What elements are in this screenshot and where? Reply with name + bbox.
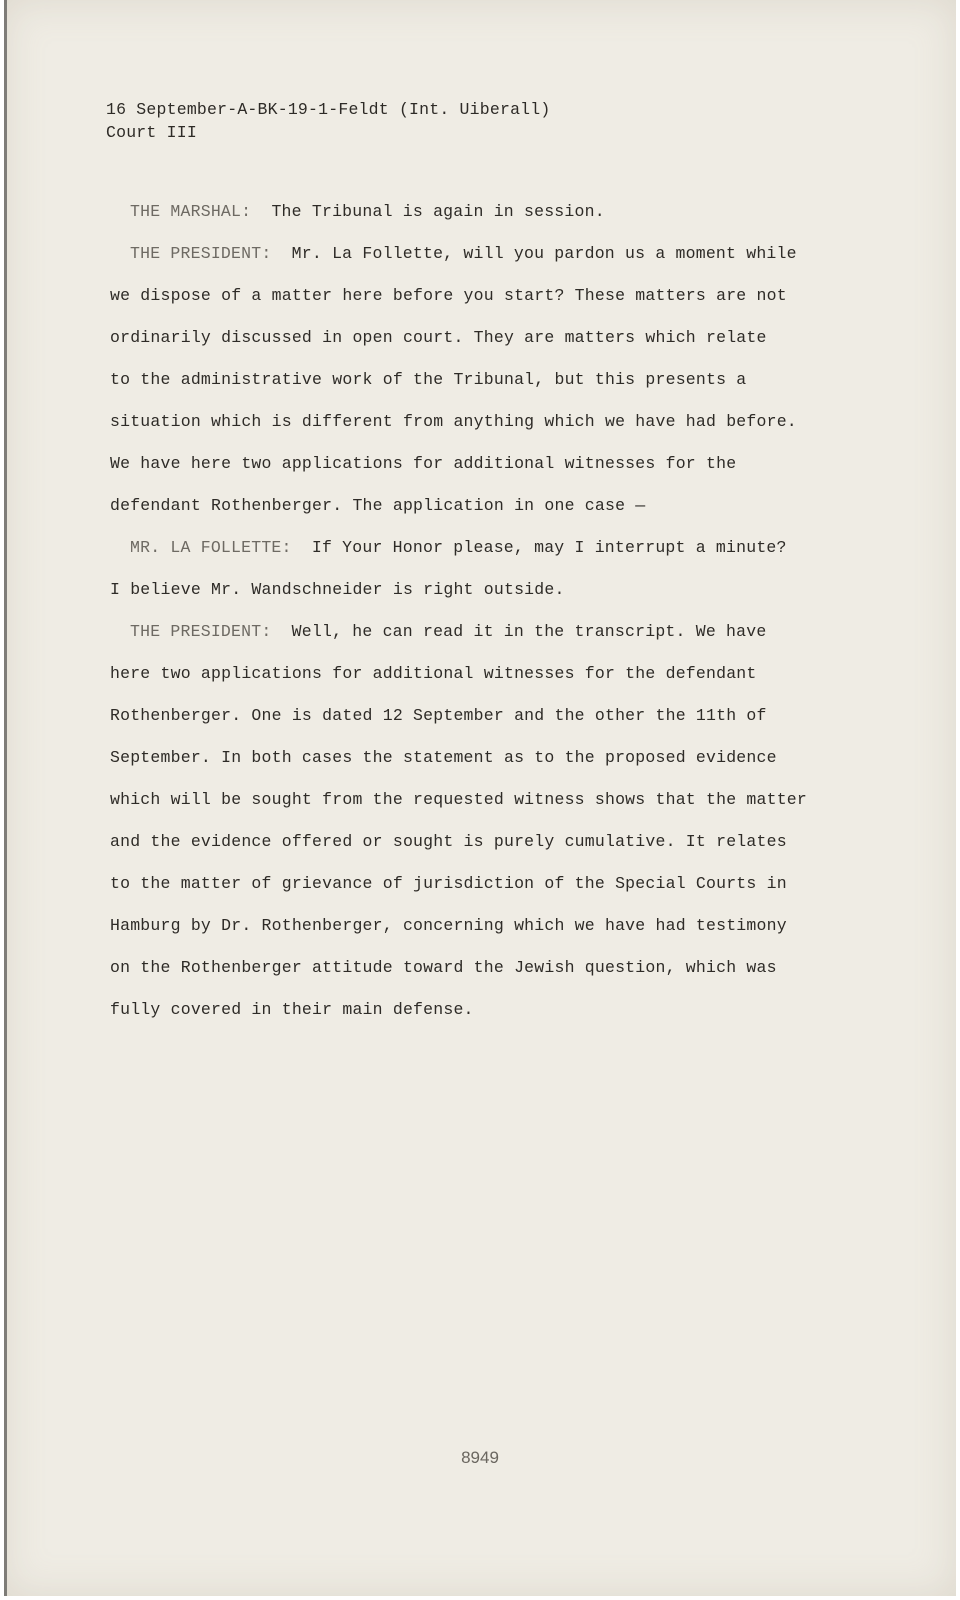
header-court-line: Court III [106, 123, 197, 142]
transcript-line: ordinarily discussed in open court. They are matters which relate [110, 328, 767, 347]
transcript-line: fully covered in their main defense. [110, 1000, 474, 1019]
transcript-line: situation which is different from anything which we have had before. [110, 412, 797, 431]
paragraph-president-second-first-line [110, 618, 850, 660]
transcript-line: we dispose of a matter here before you start? These matters are not [110, 286, 787, 305]
transcript-line: September. In both cases the statement as to the proposed evidence [110, 748, 777, 767]
transcript-line: Mr. La Follette, will you pardon us a moment while [291, 244, 797, 263]
transcript-line: defendant Rothenberger. The application in one case — [110, 496, 646, 515]
transcript-line: If Your Honor please, may I interrupt a minute? [311, 538, 787, 557]
speaker-label: THE PRESIDENT: [130, 622, 272, 641]
document-page [4, 0, 956, 1596]
speaker-label: THE PRESIDENT: [130, 244, 272, 263]
transcript-line: and the evidence offered or sought is purely cumulative. It relates [110, 832, 787, 851]
transcript-line: to the administrative work of the Tribunal, but this presents a [110, 370, 747, 389]
transcript-line: here two applications for additional witnesses for the defendant [110, 664, 757, 683]
paragraph-la-follette-first-line [110, 534, 850, 576]
document-header [106, 98, 550, 144]
speaker-label: THE MARSHAL: [130, 202, 252, 221]
transcript-line: I believe Mr. Wandschneider is right outside. [110, 580, 565, 599]
transcript-line: to the matter of grievance of jurisdiction of the Special Courts in [110, 874, 787, 893]
paragraph-marshal [110, 198, 850, 240]
transcript-line: Rothenberger. One is dated 12 September and the other the 11th of [110, 706, 767, 725]
speaker-label: MR. LA FOLLETTE: [130, 538, 292, 557]
transcript-body [110, 198, 850, 1038]
transcript-line: Well, he can read it in the transcript. We have [291, 622, 767, 641]
transcript-line: We have here two applications for additional witnesses for the [110, 454, 737, 473]
transcript-line: on the Rothenberger attitude toward the Jewish question, which was [110, 958, 777, 977]
header-session-line: 16 September-A-BK-19-1-Feldt (Int. Uiberall) [106, 100, 551, 119]
page-number: 8949 [461, 1448, 499, 1467]
transcript-line: Hamburg by Dr. Rothenberger, concerning which we have had testimony [110, 916, 787, 935]
transcript-line: The Tribunal is again in session. [271, 202, 605, 221]
paragraph-president-first-line [110, 240, 850, 282]
transcript-line: which will be sought from the requested witness shows that the matter [110, 790, 808, 809]
